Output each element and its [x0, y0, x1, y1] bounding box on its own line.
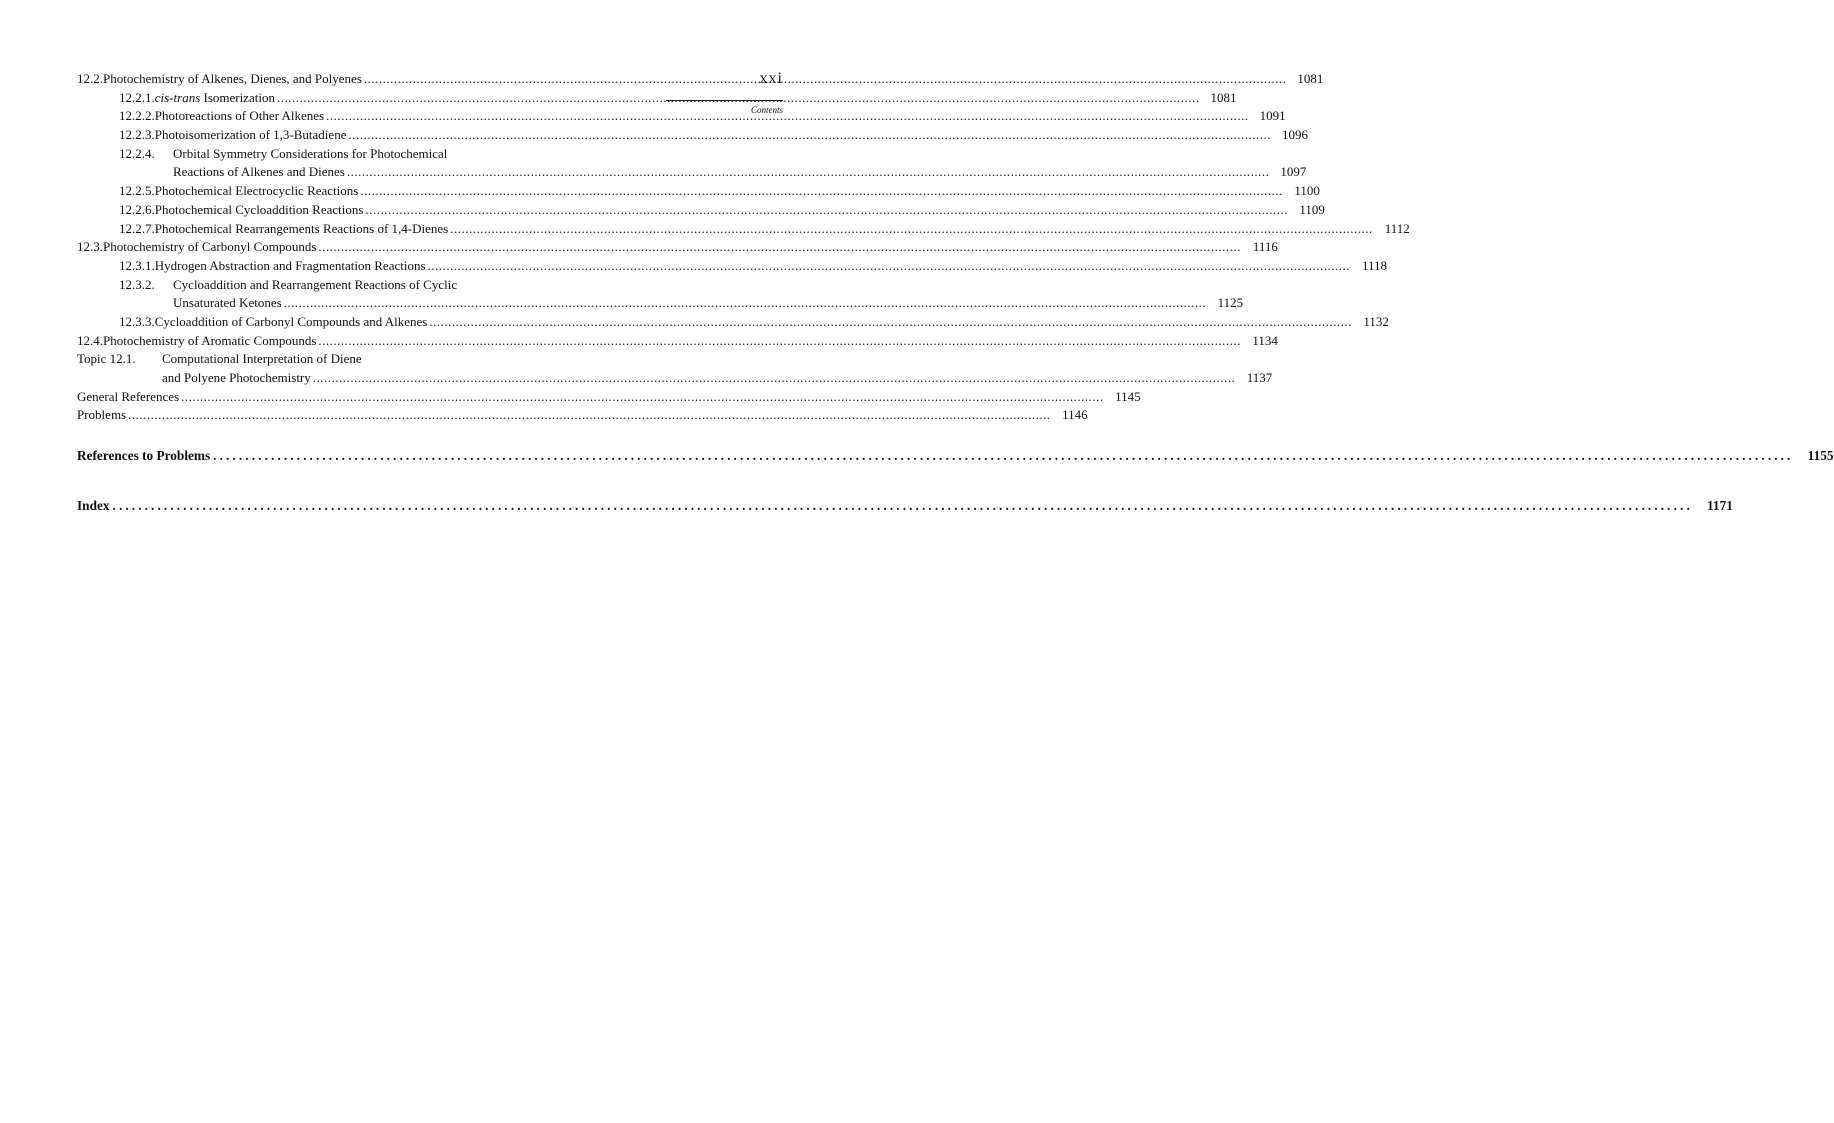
- toc-entry-title: Photoreactions of Other Alkenes: [154, 108, 325, 124]
- dot-leader: [277, 89, 1200, 108]
- toc-entry-title-rest: Isomerization: [200, 89, 275, 105]
- toc-entry-number: 12.2.3.: [119, 127, 155, 143]
- toc-entry-title: Cycloaddition of Carbonyl Compounds and Alkenes: [154, 313, 428, 329]
- dot-leader: [364, 70, 1287, 89]
- dot-leader: [313, 369, 1236, 388]
- toc-entry-number: 12.3.2.: [119, 276, 155, 292]
- dot-leader: [348, 126, 1271, 145]
- dot-leader: [213, 447, 1793, 466]
- toc-entry-page: 1125: [1217, 295, 1244, 311]
- toc-entry-page: 1112: [1384, 220, 1410, 236]
- toc-entry-title: Cycloaddition and Rearrangement Reactions of Cyclic: [173, 276, 458, 292]
- toc-entry-number: 12.2.6.: [119, 201, 155, 217]
- toc-entry-title: Orbital Symmetry Considerations for Photochemical: [173, 145, 448, 161]
- toc-entry-12-2-4[interactable]: [77, 145, 638, 164]
- toc-entry-number: 12.3.: [77, 239, 103, 255]
- toc-entry-title-continued: and Polyene Photochemistry: [162, 370, 311, 385]
- toc-entry-number: 12.2.1.: [119, 89, 155, 105]
- dot-leader: [428, 257, 1351, 276]
- toc-entry-12-4[interactable]: [77, 332, 1278, 351]
- toc-entry-title: Hydrogen Abstraction and Fragmentation Reactions: [154, 257, 426, 273]
- toc-entry-index[interactable]: [77, 497, 1733, 516]
- toc-entry-12-3[interactable]: [77, 238, 1278, 257]
- dot-leader: [360, 182, 1283, 201]
- toc-entry-12-3-2-continued[interactable]: [77, 294, 1244, 313]
- toc-entry-12-3-2[interactable]: [77, 276, 638, 295]
- toc-entry-title: Photoisomerization of 1,3-Butadiene: [154, 127, 347, 143]
- toc-entry-page: 1096: [1281, 127, 1308, 143]
- toc-entry-title: Computational Interpretation of Diene: [162, 351, 362, 367]
- dot-leader: [128, 406, 1051, 425]
- toc-entry-title-continued: Reactions of Alkenes and Dienes: [173, 164, 345, 180]
- toc-entry-page: 1097: [1280, 164, 1307, 180]
- toc-entry-page: 1109: [1299, 201, 1325, 217]
- toc-entry-number: 12.2.: [77, 71, 103, 86]
- toc-entry-number: 12.4.: [77, 332, 103, 348]
- toc-entry-page: 1155: [1807, 448, 1834, 464]
- toc-entry-title: References to Problems: [77, 448, 211, 464]
- toc-entry-12-2-1[interactable]: [77, 89, 1237, 108]
- toc-entry-title: Photochemistry of Alkenes, Dienes, and Polyenes: [103, 71, 362, 86]
- toc-entry-title-continued: Unsaturated Ketones: [173, 295, 282, 311]
- toc-entry-general-references[interactable]: [77, 388, 1141, 407]
- toc-entry-references-to-problems[interactable]: [77, 447, 1834, 466]
- dot-leader: [113, 497, 1693, 516]
- toc-entry-page: 1100: [1294, 183, 1320, 199]
- page-number: xxi: [759, 70, 783, 87]
- toc-entry-title-italic: cis-trans: [154, 89, 201, 105]
- toc-entry-12-2-3[interactable]: [77, 126, 1308, 145]
- toc-entry-page: 1134: [1252, 332, 1278, 348]
- running-head: Contents: [750, 105, 783, 115]
- toc-entry-number: 12.2.7.: [119, 220, 155, 236]
- dot-leader: [429, 313, 1352, 332]
- toc-entry-title: Photochemistry of Aromatic Compounds: [103, 332, 317, 348]
- toc-entry-page: 1091: [1259, 108, 1286, 124]
- toc-entry-page: 1081: [1297, 71, 1324, 86]
- toc-entry-topic-12-1[interactable]: [77, 350, 638, 369]
- toc-entry-title: Photochemical Cycloaddition Reactions: [154, 201, 364, 217]
- dot-leader: [450, 220, 1373, 239]
- toc-entry-page: 1145: [1115, 388, 1141, 404]
- dot-leader: [284, 294, 1207, 313]
- dot-leader: [181, 388, 1104, 407]
- toc-entry-number: 12.2.4.: [119, 145, 155, 161]
- toc-entry-12-2-4-continued[interactable]: [77, 163, 1307, 182]
- toc-entry-12-3-1[interactable]: [77, 257, 1388, 276]
- dot-leader: [365, 201, 1288, 220]
- toc-entry-number: 12.2.5.: [119, 183, 155, 199]
- toc-entry-title: Photochemistry of Carbonyl Compounds: [103, 239, 317, 255]
- toc-entry-page: 1137: [1246, 370, 1273, 385]
- toc-entry-title: Photochemical Rearrangements Reactions of 1,4-Dienes: [154, 220, 449, 236]
- toc-entry-number: Topic 12.1.: [77, 351, 136, 367]
- toc-entry-topic-12-1-continued[interactable]: [77, 369, 1273, 388]
- toc-entry-number: 12.3.1.: [119, 257, 155, 273]
- toc-entry-title: Problems: [77, 407, 127, 423]
- toc-entry-page: 1118: [1361, 257, 1388, 273]
- toc-entry-12-2-5[interactable]: [77, 182, 1320, 201]
- toc-entry-number: 12.3.3.: [119, 313, 155, 329]
- toc-entry-12-3-3[interactable]: [77, 313, 1389, 332]
- toc-entry-title: Index: [77, 497, 110, 513]
- dot-leader: [326, 107, 1249, 126]
- toc-entry-page: 1081: [1210, 89, 1237, 105]
- toc-entry-12-2-6[interactable]: [77, 201, 1325, 220]
- toc-entry-number: 12.2.2.: [119, 108, 155, 124]
- dot-leader: [347, 163, 1270, 182]
- toc-entry-title: General References: [77, 388, 180, 404]
- toc-entry-title: Photochemical Electrocyclic Reactions: [154, 183, 359, 199]
- dot-leader: [318, 332, 1241, 351]
- toc-entry-page: 1132: [1363, 313, 1389, 329]
- dot-leader: [318, 238, 1241, 257]
- toc-entry-12-2-7[interactable]: [77, 220, 1410, 239]
- toc-entry-title: [155, 89, 275, 108]
- toc-entry-page: 1116: [1252, 239, 1278, 255]
- toc-entry-page: 1146: [1062, 407, 1088, 423]
- toc-entry-problems[interactable]: [77, 406, 1088, 425]
- toc-entry-page: 1171: [1707, 497, 1733, 513]
